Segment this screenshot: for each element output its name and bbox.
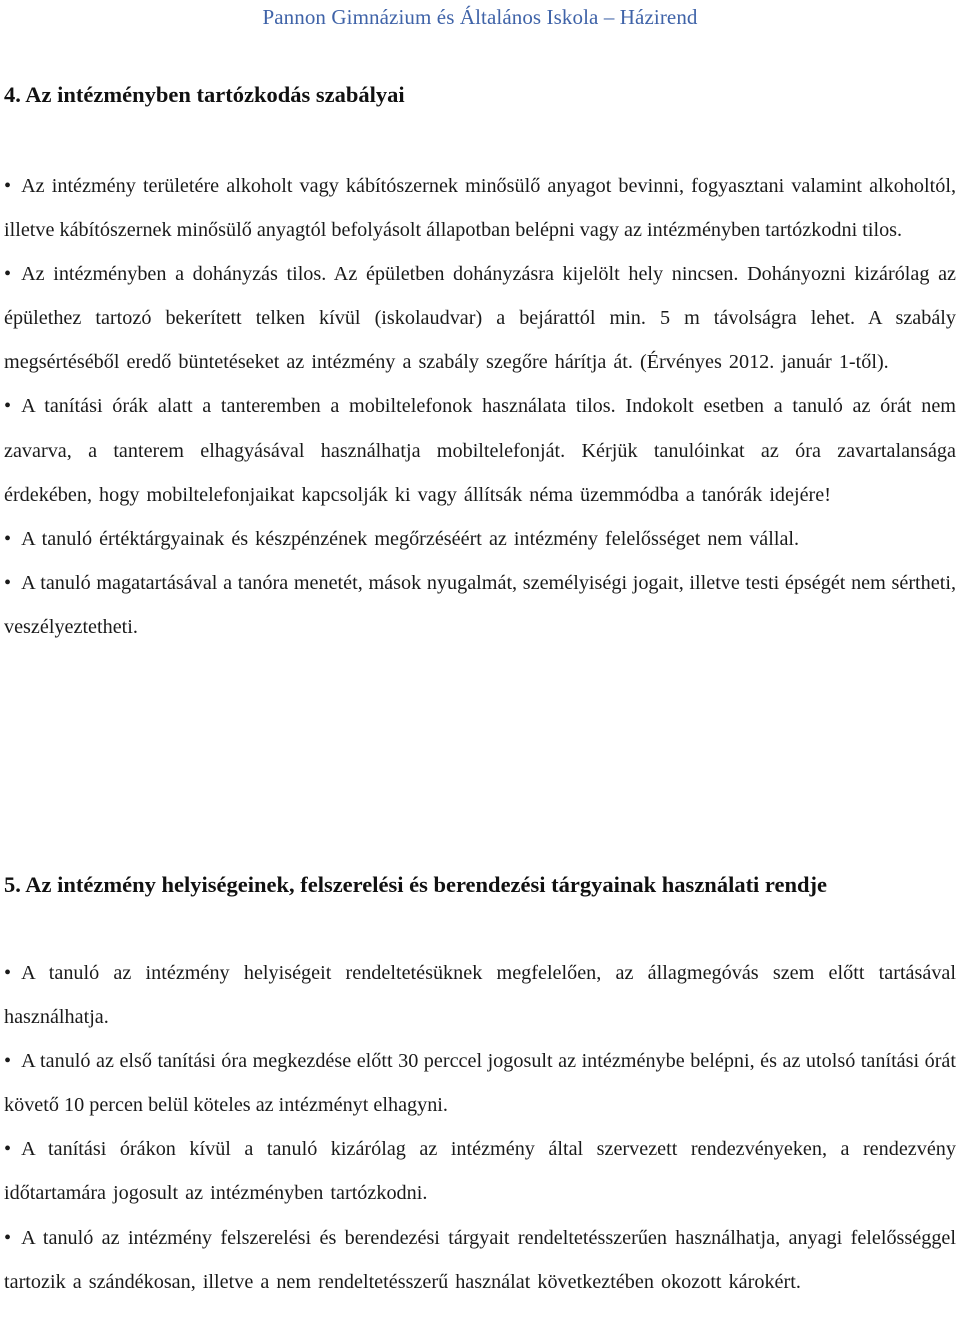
rule-text: A tanuló az intézmény felszerelési és berendezési tárgyait rendeltetésszerűen használhatja, anyagi felelősséggel tartozik a szándékosan, illetve a nem rendeltetésszerű használat következtében okozott károkért. <box>4 1226 956 1293</box>
bullet-icon: • <box>4 527 12 550</box>
section-4-heading: 4. Az intézményben tartózkodás szabályai <box>4 82 405 107</box>
rule-item <box>4 384 956 516</box>
rule-item <box>4 561 956 649</box>
section-4-rules <box>4 164 956 649</box>
section-5-heading: 5. Az intézmény helyiségeinek, felszerelési és berendezési tárgyainak használati rendje <box>4 872 828 897</box>
bullet-icon: • <box>4 175 12 197</box>
rule-item <box>4 951 956 1039</box>
bullet-icon: • <box>4 962 12 984</box>
rule-text: A tanítási órák alatt a tanteremben a mobiltelefonok használata tilos. Indokolt esetben a tanuló az órát nem zavarva, a tanterem elhagyásával használhatja mobiltelefonját. Kérjük tanulóinkat az óra zavartalansága érdekében, hogy mobiltelefonjaikat kapcsolják ki vagy állítsák néma üzemmódba a tanórák idejére! <box>4 395 956 506</box>
rule-text: A tanuló magatartásával a tanóra menetét, mások nyugalmát, személyiségi jogait, illetve testi épségét nem sértheti, veszélyeztetheti. <box>4 571 956 638</box>
rule-item <box>4 1216 956 1304</box>
rule-text: A tanuló az intézmény helyiségeit rendeltetésüknek megfelelően, az állagmegóvás szem előtt tartásával használhatja. <box>4 962 956 1029</box>
rule-item <box>4 1039 956 1127</box>
rule-text: A tanítási órákon kívül a tanuló kizárólag az intézmény által szervezett rendezvényeken, a rendezvény időtartamára jogosult az intézményben tartózkodni. <box>4 1138 956 1205</box>
bullet-icon: • <box>4 1050 12 1073</box>
rule-item <box>4 1127 956 1215</box>
bullet-icon: • <box>4 395 12 418</box>
section-5-rules <box>4 951 956 1304</box>
bullet-icon: • <box>4 1138 12 1161</box>
bullet-icon: • <box>4 571 12 594</box>
rule-text: Az intézmény területére alkoholt vagy kábítószernek minősülő anyagot bevinni, fogyasztani valamint alkoholtól, illetve kábítószernek minősülő anyagtól befolyásolt állapotban belépni vagy az intézményben tartózkodni tilos. <box>4 175 956 242</box>
rule-text: A tanuló az első tanítási óra megkezdése előtt 30 perccel jogosult az intézménybe belépni, és az utolsó tanítási órát követő 10 percen belül köteles az intézményt elhagyni. <box>4 1050 956 1117</box>
bullet-icon: • <box>4 1226 12 1249</box>
page-header: Pannon Gimnázium és Általános Iskola – Házirend <box>262 5 698 29</box>
rule-item <box>4 252 956 384</box>
rule-text: Az intézményben a dohányzás tilos. Az épületben dohányzásra kijelölt hely nincsen. Dohányozni kizárólag az épülethez tartozó bekerített telken kívül (iskolaudvar) a bejárattól min. 5 m távolságra lehet. A szabály megsértéséből eredő büntetéseket az intézmény a szabály szegőre hárítja át. (Érvényes 2012. január 1-től). <box>4 263 956 374</box>
rule-item <box>4 517 956 561</box>
rule-item <box>4 164 956 252</box>
rule-text: A tanuló értéktárgyainak és készpénzének megőrzéséért az intézmény felelősséget nem vállal. <box>21 527 800 550</box>
bullet-icon: • <box>4 263 12 286</box>
